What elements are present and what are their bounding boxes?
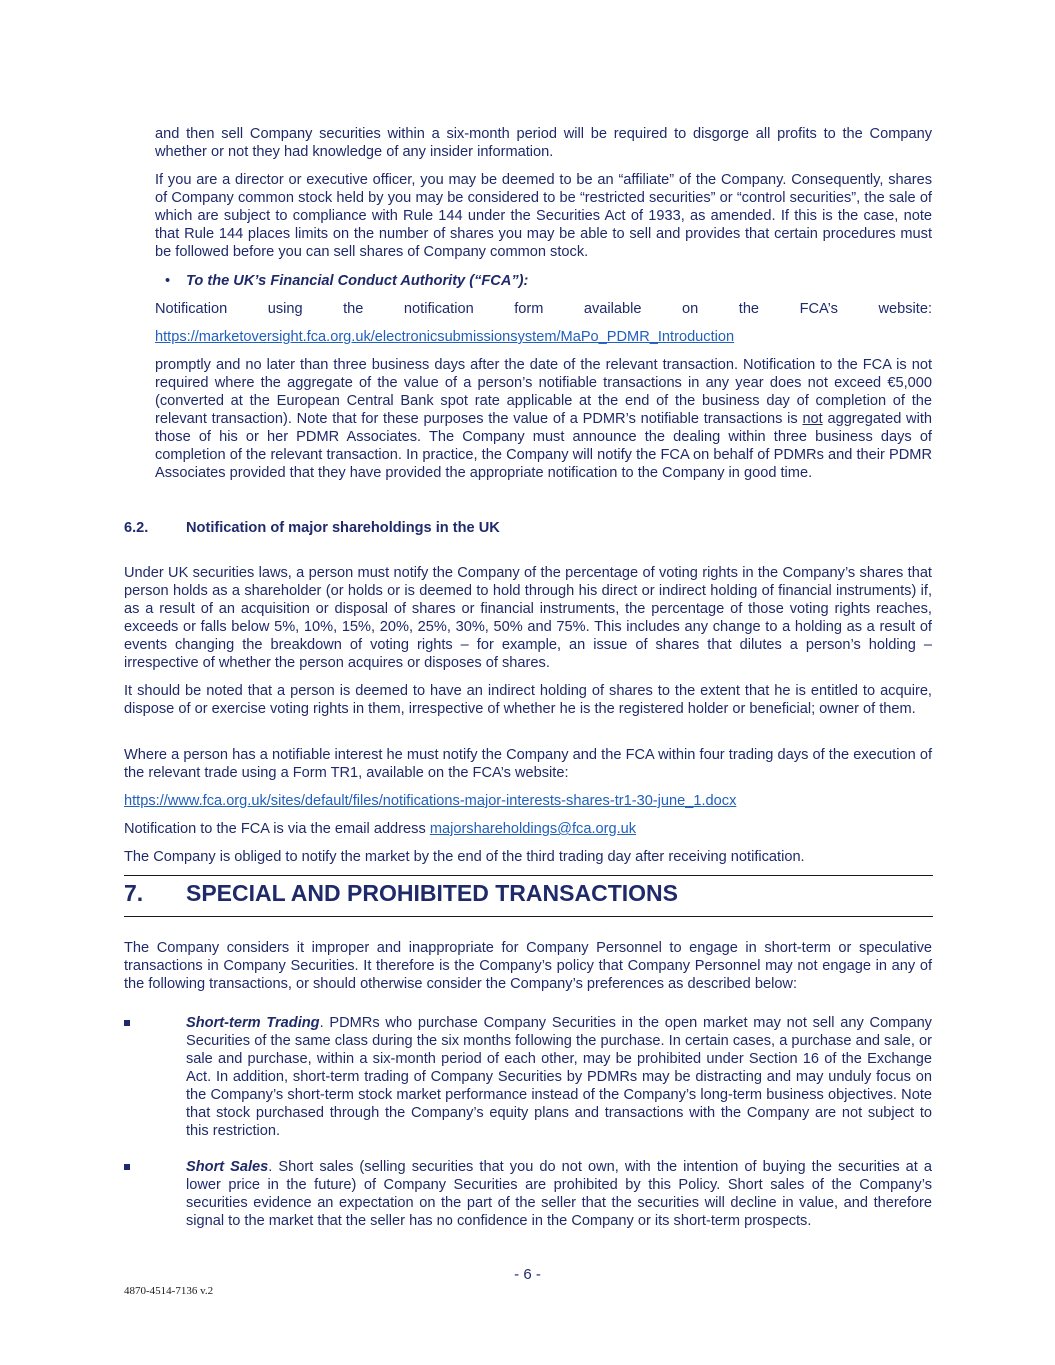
section-7-number: 7.: [124, 880, 144, 906]
heading-top-rule: [124, 875, 933, 876]
section-7-title: SPECIAL AND PROHIBITED TRANSACTIONS: [186, 880, 678, 906]
list-item-short-sales: [186, 1158, 932, 1230]
tr1-link-line: [124, 792, 932, 810]
short-sales-text: . Short sales (selling securities that you do not own, with the intention of buying the securities at a lower price in the future) of Company Securities are prohibited by this Policy. Short sales of the Company’s securities evidence an expectation on the part of the seller that the securities will decline in value, and therefore signal to the market that the seller has no confidence in the Company or its short-term prospects.: [186, 1159, 932, 1229]
document-id: 4870-4514-7136 v.2: [124, 1285, 214, 1297]
fca-body-emphasis: not: [802, 411, 823, 427]
tr1-form-link[interactable]: https://www.fca.org.uk/sites/default/files/notifications-major-interests-shares-tr1-30-june_1.docx: [124, 793, 737, 809]
bullet-dot: •: [165, 273, 171, 289]
paragraph-uk-securities-laws: Under UK securities laws, a person must notify the Company of the percentage of voting rights in the Company’s shares that person holds as a shareholder (or holds or is deemed to hold through his direct or indirect holding of financial instruments) if, as a result of an acquisition or disposal of shares or financial instruments, the percentage of those voting rights reaches, exceeds or falls below 5%, 10%, 15%, 20%, 25%, 30%, 50% and 75%. This includes any change to a holding as a result of events changing the breakdown of voting rights – for example, an issue of shares that dilutes a person’s holding – irrespective of whether the person acquires or disposes of shares.: [124, 565, 932, 671]
heading-bottom-rule: [124, 916, 933, 917]
square-bullet-icon: [124, 1164, 130, 1170]
paragraph-notifiable-interest: Where a person has a notifiable interest he must notify the Company and the FCA within four trading days of the execution of the relevant trade using a Form TR1, available on the FCA’s website:: [124, 747, 932, 781]
fca-pdmr-link-line: [155, 328, 932, 346]
fca-email-link[interactable]: majorshareholdings@fca.org.uk: [429, 821, 637, 837]
paragraph-affiliate: If you are a director or executive officer, you may be deemed to be an “affiliate” of the Company. Consequently, shares of Company common stock held by you may be considered to be “restricted securities” or “control securities”, the sale of which are subject to compliance with Rule 144 under the Securities Act of 1933, as amended. If this is the case, note that Rule 144 places limits on the number of shares you may be able to sell and provides that certain procedures must be followed before you can sell shares of Company common stock.: [155, 172, 932, 260]
square-bullet-icon: [124, 1020, 130, 1026]
fca-notification-line: Notification using the notification form available on the FCA’s website:: [155, 301, 932, 317]
paragraph-disgorge: and then sell Company securities within a six-month period will be required to disgorge all profits to the Company whether or not they had knowledge of any insider information.: [155, 126, 932, 160]
email-line: [124, 820, 932, 838]
fca-body-part2: aggregated with those of his or her PDMR Associates. The Company must announce the dealing within three business days of completion of the relevant transaction. In practice, the Company will notify the FCA on behalf of PDMRs and their PDMR Associates provided that they have provided the appropriate notification to the Company in good time.: [155, 411, 932, 481]
fca-notification-body: [155, 356, 932, 482]
paragraph-section-7-intro: The Company considers it improper and inappropriate for Company Personnel to engage in short-term or speculative transactions in Company Securities. It therefore is the Company’s policy that Company Personnel may not engage in any of the following transactions, or should otherwise consider the Company’s preferences as described below:: [124, 940, 932, 992]
short-term-trading-text: . PDMRs who purchase Company Securities in the open market may not sell any Company Securities of the same class during the six months following the purchase. In certain cases, a purchase and sale, or sale and purchase, within a six-month period of each other, may be prohibited under Section 16 of the Exchange Act. In addition, short-term trading of Company Securities by PDMRs may be distracting and may unduly focus on the Company’s short-term stock market performance instead of the Company’s long-term business objectives. Note that stock purchased through the Company’s equity plans and transactions with the Company are not subject to this restriction.: [186, 1015, 932, 1139]
fca-pdmr-link[interactable]: https://marketoversight.fca.org.uk/electronicsubmissionsystem/MaPo_PDMR_Introduction: [155, 329, 735, 345]
paragraph-indirect-holding: It should be noted that a person is deemed to have an indirect holding of shares to the extent that he is entitled to acquire, dispose of or exercise voting rights in them, irrespective of whether he is the registered holder or beneficial; owner of them.: [124, 683, 932, 717]
paragraph-market-notify: The Company is obliged to notify the market by the end of the third trading day after receiving notification.: [124, 849, 805, 865]
page-number: - 6 -: [514, 1266, 541, 1283]
section-6-2-number: 6.2.: [124, 520, 149, 536]
email-prefix: Notification to the FCA is via the email address: [124, 821, 430, 837]
fca-heading: To the UK’s Financial Conduct Authority (“FCA”):: [186, 273, 529, 289]
list-item-short-term-trading: [186, 1014, 932, 1140]
term-short-sales: Short Sales: [186, 1159, 269, 1175]
section-6-2-title: Notification of major shareholdings in the UK: [186, 520, 500, 536]
fca-body-part1: promptly and no later than three business days after the date of the relevant transaction. Notification to the FCA is not required where the aggregate of the value of a person’s notifiable transactions in any year does not exceed €5,000 (converted at the European Central Bank spot rate applicable at the end of the business day of completion of the relevant transaction). Note that for these purposes the value of a PDMR’s notifiable transactions is: [155, 357, 932, 427]
term-short-term-trading: Short-term Trading: [186, 1015, 320, 1031]
